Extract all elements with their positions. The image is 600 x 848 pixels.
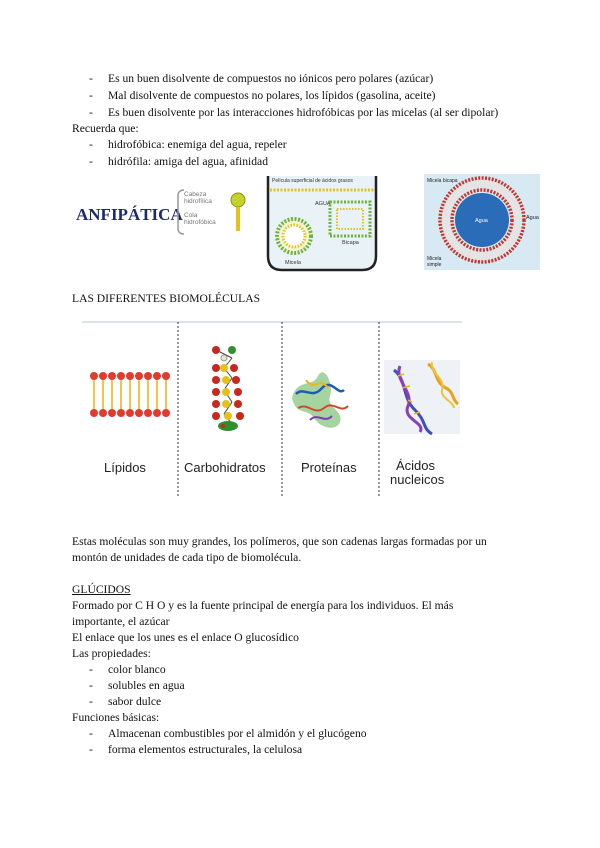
propiedades-label: Las propiedades: <box>72 647 151 660</box>
intro-bullet-3: Es buen disolvente por las interacciones hidrofóbicas por las micelas (al ser dipolar) <box>108 106 499 119</box>
liposome-micela: Micela <box>427 256 442 262</box>
glucidos-title: GLÚCIDOS <box>72 583 131 596</box>
paragraph-line-2: montón de unidades de cada tipo de biomolécula. <box>72 551 302 564</box>
funciones-label: Funciones básicas: <box>72 711 160 724</box>
amphipathic-figure <box>72 172 542 274</box>
tail-label-2: hidrofóbica <box>184 219 216 226</box>
glucidos-line-3: El enlace que los unes es el enlace O glucosídico <box>72 631 299 644</box>
bullet-dash: - <box>89 89 93 102</box>
label-carbohidratos: Carbohidratos <box>184 460 266 475</box>
recuerda-bullet-2: hidrófila: amiga del agua, afinidad <box>108 155 268 168</box>
glucidos-line-1: Formado por C H O y es la fuente principal de energía para los individuos. El más <box>72 599 454 612</box>
glucidos-line-2: importante, el azúcar <box>72 615 170 628</box>
intro-bullet-1: Es un buen disolvente de compuestos no iónicos pero polares (azúcar) <box>108 72 434 85</box>
liposome-agua-outer: Agua <box>526 215 539 221</box>
bullet-dash: - <box>89 679 93 692</box>
beaker-panel <box>268 176 376 270</box>
propiedad-1: color blanco <box>108 663 166 676</box>
lipid-head-icon <box>231 193 245 207</box>
beaker-bicapa: Bicapa <box>342 240 359 246</box>
intro-bullet-2: Mal disolvente de compuestos no polares, los lípidos (gasolina, aceite) <box>108 89 436 102</box>
tail-label-1: Cola <box>184 212 198 219</box>
recuerda-bullet-1: hidrofóbica: enemiga del agua, repeler <box>108 138 287 151</box>
bullet-dash: - <box>89 727 93 740</box>
propiedad-3: sabor dulce <box>108 695 162 708</box>
liposome-bicapa: Micela bicapa <box>427 178 458 184</box>
carbohydrate-illustration <box>212 346 244 431</box>
beaker-micela: Micela <box>285 260 301 266</box>
head-label-1: Cabeza <box>184 191 207 198</box>
funcion-1: Almacenan combustibles por el almidón y el glucógeno <box>108 727 367 740</box>
label-acidos: Ácidos <box>396 458 436 473</box>
propiedad-2: solubles en agua <box>108 679 185 692</box>
beaker-agua: AGUA <box>315 201 331 207</box>
bullet-dash: - <box>89 106 93 119</box>
amphipathic-title: ANFIPÁTICA <box>76 205 183 224</box>
bullet-dash: - <box>89 72 93 85</box>
label-proteinas: Proteínas <box>301 460 357 475</box>
amphipathic-label-panel <box>76 190 245 234</box>
lipid-tail-icon <box>236 207 240 231</box>
bullet-dash: - <box>89 695 93 708</box>
liposome-simple: simple <box>427 262 442 268</box>
section-title-biomoleculas: LAS DIFERENTES BIOMOLÉCULAS <box>72 292 261 305</box>
liposome-panel <box>424 174 540 270</box>
head-label-2: hidrofílica <box>184 198 212 205</box>
paragraph-line-1: Estas moléculas son muy grandes, los polímeros, que son cadenas largas formadas por un <box>72 535 487 548</box>
nucleic-acid-illustration <box>384 360 460 434</box>
funcion-2: forma elementos estructurales, la celulosa <box>108 743 303 756</box>
protein-illustration <box>292 372 348 427</box>
bullet-dash: - <box>89 155 93 168</box>
bullet-dash: - <box>89 663 93 676</box>
lipid-bilayer-illustration <box>90 372 170 417</box>
label-lipidos: Lípidos <box>104 460 146 475</box>
bullet-dash: - <box>89 138 93 151</box>
beaker-caption: Película superficial de ácidos grasos <box>272 178 353 184</box>
label-nucleicos: nucleicos <box>390 472 445 487</box>
biomolecules-figure <box>82 318 464 498</box>
recuerda-label: Recuerda que: <box>72 122 139 135</box>
liposome-agua-inner: Agua <box>475 218 488 224</box>
bullet-dash: - <box>89 743 93 756</box>
